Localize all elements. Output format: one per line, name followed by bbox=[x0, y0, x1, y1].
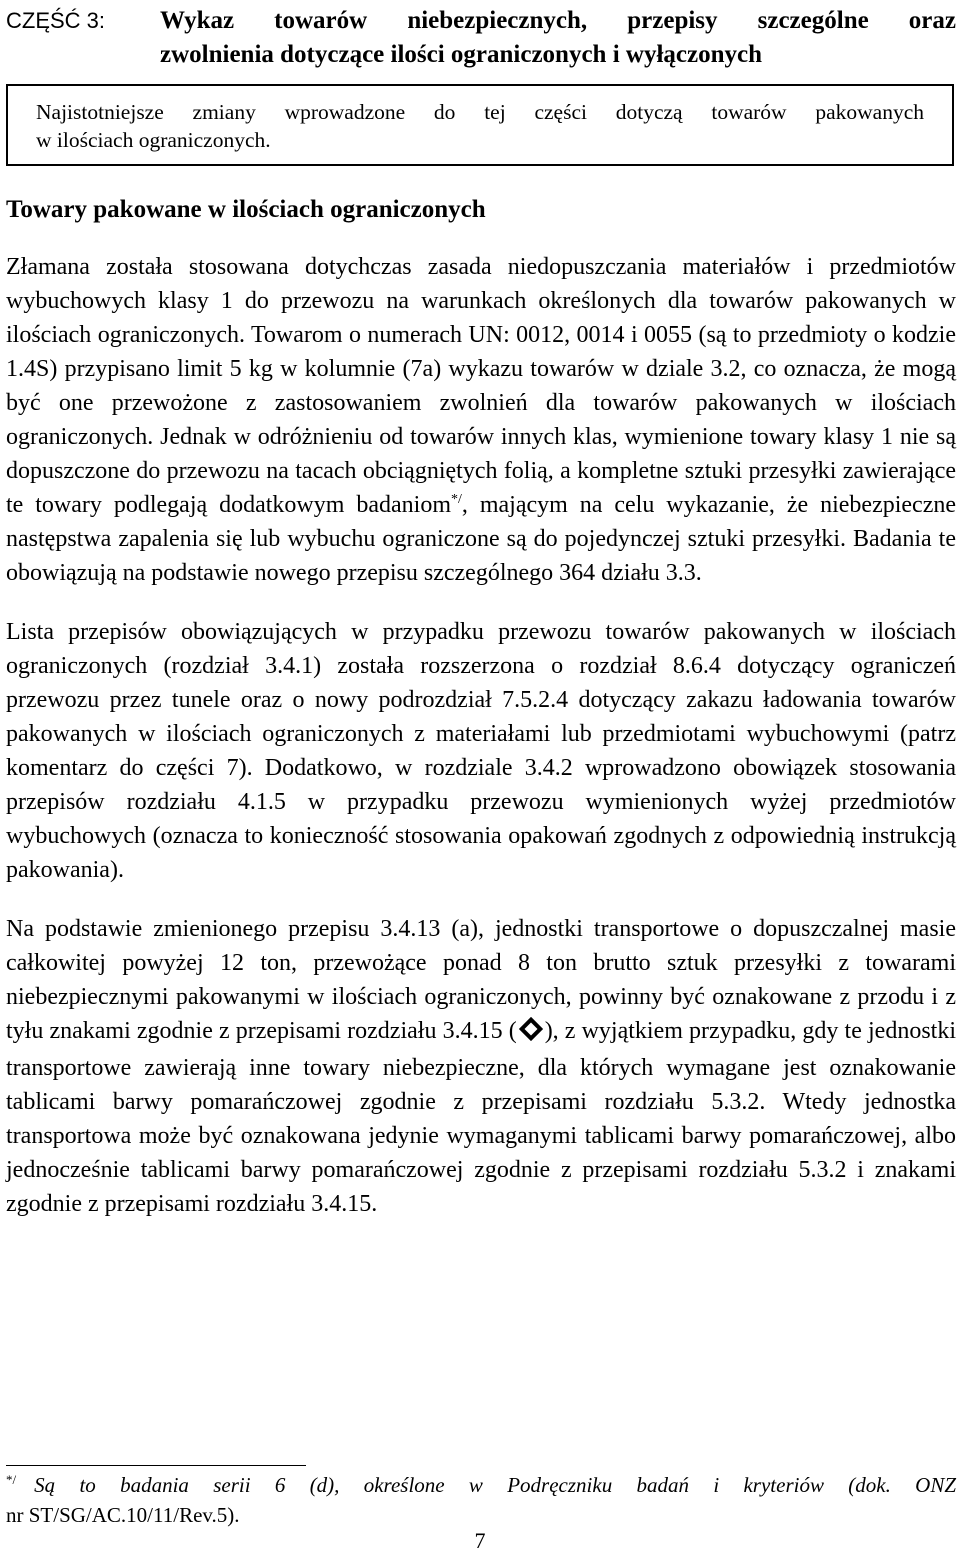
paragraph-explosives-limited-quantities bbox=[6, 250, 956, 590]
footnote-line2: nr ST/SG/AC.10/11/Rev.5). bbox=[6, 1503, 240, 1527]
paragraph-text: , mającym na celu wykazanie, że niebezpieczne następstwa zapalenia się lub wybuchu ograniczone są do pojedynczej sztuki przesyłki. Badania te obowiązują na podstawie nowego przepisu szczególnego 364 działu 3.3. bbox=[6, 492, 956, 586]
footnote-mark: */ bbox=[6, 1472, 17, 1487]
part-title-line1: Wykaz towarów niebezpiecznych, przepisy szczególne oraz bbox=[160, 7, 956, 34]
summary-line2: w ilościach ograniczonych. bbox=[36, 128, 271, 152]
footnote-separator bbox=[6, 1465, 306, 1466]
summary-box bbox=[6, 84, 954, 166]
part-title bbox=[160, 4, 956, 72]
paragraph-regulations-list: Lista przepisów obowiązujących w przypadku przewozu towarów pakowanych w ilościach ograniczonych (rozdział 3.4.1) została rozszerzona o rozdział 8.6.4 dotyczący ograniczeń przewozu przez tunele oraz o nowy podrozdział 7.5.2.4 dotyczący zakazu ładowania towarów pakowanych w ilościach ograniczonych z materiałami lub przedmiotami wybuchowymi (patrz komentarz do części 7). Dodatkowo, w rozdziale 3.4.2 wprowadzono obowiązek stosowania przepisów rozdziału 4.1.5 w przypadku przewozu wymienionych wyżej przedmiotów wybuchowych (oznacza to konieczność stosowania opakowań zgodnych z odpowiednią instrukcją pakowania). bbox=[6, 619, 956, 883]
footnote-reference: */ bbox=[451, 492, 462, 507]
page-number: 7 bbox=[474, 1528, 486, 1553]
paragraph-text: ), z wyjątkiem przypadku, gdy te jednostki transportowe zawierają inne towary niebezpieczne, dla których wymagane jest oznakowanie tablicami barwy pomarańczowej zgodnie z przepisami rozdziału 5.3.2. Wtedy jednostka transportowa może być oznakowana jedynie wymaganymi tablicami barwy pomarańczowej, albo jednocześnie tablicami barwy pomarańczowej zgodnie z przepisami rozdziału 5.3.2 i znakami zgodnie z przepisami rozdziału 3.4.15. bbox=[6, 1018, 956, 1217]
section-heading: Towary pakowane w ilościach ograniczonych bbox=[6, 196, 486, 223]
footnote-text: Są to badania serii 6 (d), określone w Podręczniku badań i kryteriów (dok. ONZ bbox=[34, 1473, 956, 1497]
part-title-line2: zwolnienia dotyczące ilości ograniczonych i wyłączonych bbox=[160, 41, 763, 68]
part-label: CZĘŚĆ 3: bbox=[6, 8, 106, 33]
limited-quantity-diamond-icon bbox=[519, 1017, 543, 1051]
footnote-line1 bbox=[6, 1470, 956, 1500]
summary-line1: Najistotniejsze zmiany wprowadzone do tej części dotyczą towarów pakowanych bbox=[36, 100, 924, 124]
part-header bbox=[6, 4, 956, 166]
paragraph-text: Złamana została stosowana dotychczas zasada niedopuszczania materiałów i przedmiotów wybuchowych klasy 1 do przewozu na warunkach określonych dla towarów pakowanych w ilościach ograniczonych. Towarom o numerach UN: 0012, 0014 i 0055 (są to przedmioty o kodzie 1.4S) przypisano limit 5 kg w kolumnie (7a) wykazu towarów w dziale 3.2, co oznacza, że mogą być one przewożone z zastosowaniem zwolnień dla towarów pakowanych w ilościach ograniczonych. Jednak w odróżnieniu od towarów innych klas, wymienione towary klasy 1 nie są dopuszczone do przewozu na tacach obciągniętych folią, a kompletne sztuki przesyłki zawierające te towary podlegają dodatkowym badaniom bbox=[6, 254, 956, 518]
paragraph-text: Na podstawie zmienionego przepisu 3.4.13 (a), jednostki transportowe o dopuszczalnej masie całkowitej powyżej 12 ton, przewożące ponad 8 ton brutto sztuk przesyłki z towarami niebezpiecznymi pakowanymi w ilościach ograniczonych, powinny być oznakowane z przodu i z tyłu znakami zgodnie z przepisami rozdziału 3.4.15 ( bbox=[6, 916, 956, 1044]
paragraph-transport-unit-marking bbox=[6, 912, 956, 1221]
footnote bbox=[6, 1470, 956, 1530]
main-content bbox=[6, 192, 956, 1221]
